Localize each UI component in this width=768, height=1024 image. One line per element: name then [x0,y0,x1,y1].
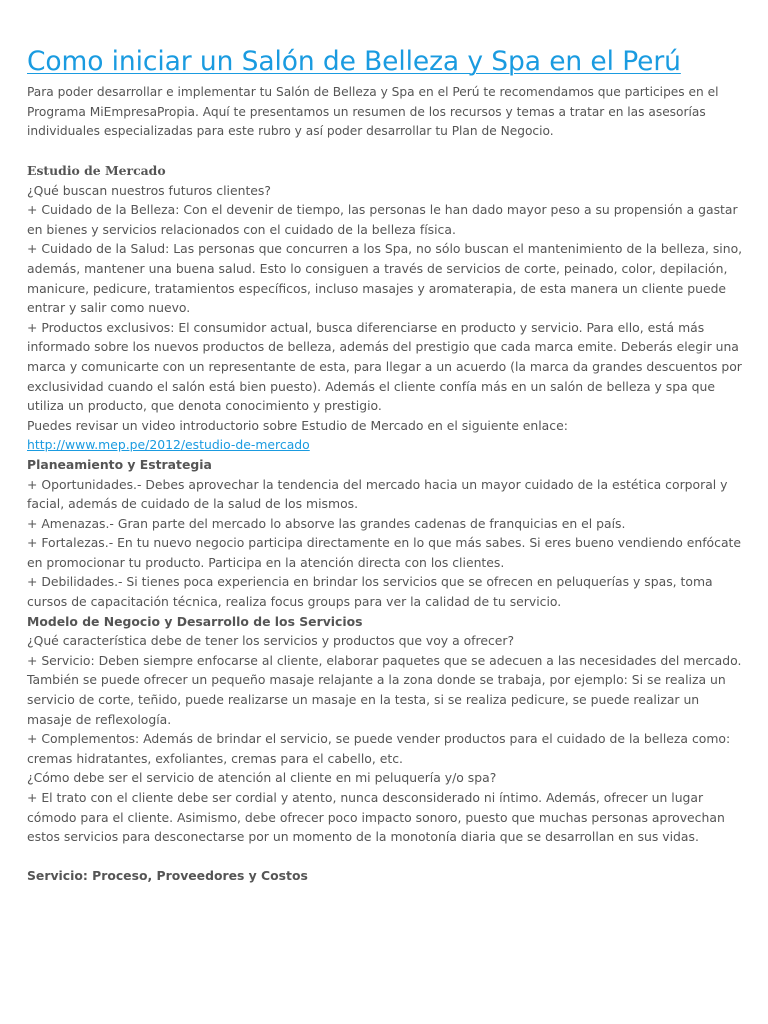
intro-paragraph: Para poder desarrollar e implementar tu Salón de Belleza y Spa en el Perú te recomendamos que participes en el Programa MiEmpresaPropia. Aquí te presentamos un resumen de los recursos y temas a tratar en las asesorías individuales especializadas para este rubro y así poder desarrollar tu Plan de Negocio. [27,85,719,138]
mercado-productos: + Productos exclusivos: El consumidor actual, busca diferenciarse en producto y servicio. Para ello, está más informado sobre los nuevos productos de belleza, además del prestigio que cada marca emite. Deberás elegir una marca y comunicarte con un representante de esta, para llegar a un acuerdo (la marca da grandes descuentos por exclusividad cuando el salón está bien puesto). Además el cliente confía más en un salón de belleza y spa que utiliza un producto, que denota conocimiento y prestigio. [27,319,742,414]
mercado-video: Puedes revisar un video introductorio sobre Estudio de Mercado en el siguiente enlace: [27,417,568,433]
section-heading-modelo: Modelo de Negocio y Desarrollo de los Servicios [27,613,363,629]
modelo-question-2: ¿Cómo debe ser el servicio de atención al cliente en mi peluquería y/o spa? [27,770,497,786]
modelo-complementos: + Complementos: Además de brindar el servicio, se puede vender productos para el cuidado de la belleza como: cremas hidratantes, exfoliantes, cremas para el cabello, etc. [27,731,731,766]
spacer [27,847,747,867]
modelo-question: ¿Qué característica debe de tener los servicios y productos que voy a ofrecer? [27,633,515,649]
section-servicio-proceso [27,866,747,886]
modelo-servicio: + Servicio: Deben siempre enfocarse al cliente, elaborar paquetes que se adecuen a las necesidades del mercado. También se puede ofrecer un pequeño masaje relajante a la zona donde se trabaja, por ejemplo: Si se realiza un servicio de corte, teñido, puede realizarse un masaje en la testa, si se realiza pedicure, se puede realizar un masaje de reflexología. [27,652,742,727]
section-heading-mercado: Estudio de Mercado [27,163,166,178]
modelo-trato: + El trato con el cliente debe ser cordial y atento, nunca desconsiderado ni íntimo. Además, ofrecer un lugar cómodo para el cliente. Asimismo, debe ofrecer poco impacto sonoro, puesto que muchas personas aprovechan estos servicios para desconectarse por un momento de la monotonía diaria que se desarrollan en sus vidas. [27,790,725,845]
planeamiento-debilidades: + Debilidades.- Si tienes poca experiencia en brindar los servicios que se ofrecen en peluquerías y spas, toma cursos de capacitación técnica, realiza focus groups para ver la calidad de tu servicio. [27,574,713,610]
estudio-de-mercado-link[interactable]: http://www.mep.pe/2012/estudio-de-mercado [27,437,310,453]
section-estudio-de-mercado [27,161,747,455]
section-modelo-de-negocio [27,612,747,847]
mercado-salud: + Cuidado de la Salud: Las personas que concurren a los Spa, no sólo buscan el mantenimiento de la belleza, sino, además, mantener una buena salud. Esto lo consiguen a través de servicios de corte, peinado, color, depilación, manicure, pedicure, tratamientos específicos, incluso masajes y aromaterapia, de esta manera un cliente puede entrar y salir como nuevo. [27,241,743,316]
mercado-question: ¿Qué buscan nuestros futuros clientes? [27,182,271,198]
planeamiento-oportunidades: + Oportunidades.- Debes aprovechar la tendencia del mercado hacia un mayor cuidado de la estética corporal y facial, además de cuidado de la salud de los mismos. [27,476,728,512]
section-heading-servicio: Servicio: Proceso, Proveedores y Costos [27,868,308,884]
planeamiento-fortalezas: + Fortalezas.- En tu nuevo negocio participa directamente en lo que más sabes. Si eres bueno vendiendo enfócate en promocionar tu producto. Participa en la atención directa con los clientes. [27,535,742,570]
document-page [27,44,747,886]
section-heading-planeamiento: Planeamiento y Estrategia [27,456,212,472]
mercado-belleza: + Cuidado de la Belleza: Con el devenir de tiempo, las personas le han dado mayor peso a su propensión a gastar en bienes y servicios relacionados con el cuidado de la belleza física. [27,202,738,237]
page-title[interactable]: Como iniciar un Salón de Belleza y Spa en el Perú [27,46,681,77]
spacer [27,142,747,162]
section-planeamiento [27,455,747,612]
planeamiento-amenazas: + Amenazas.- Gran parte del mercado lo absorve las grandes cadenas de franquicias en el país. [27,515,626,531]
